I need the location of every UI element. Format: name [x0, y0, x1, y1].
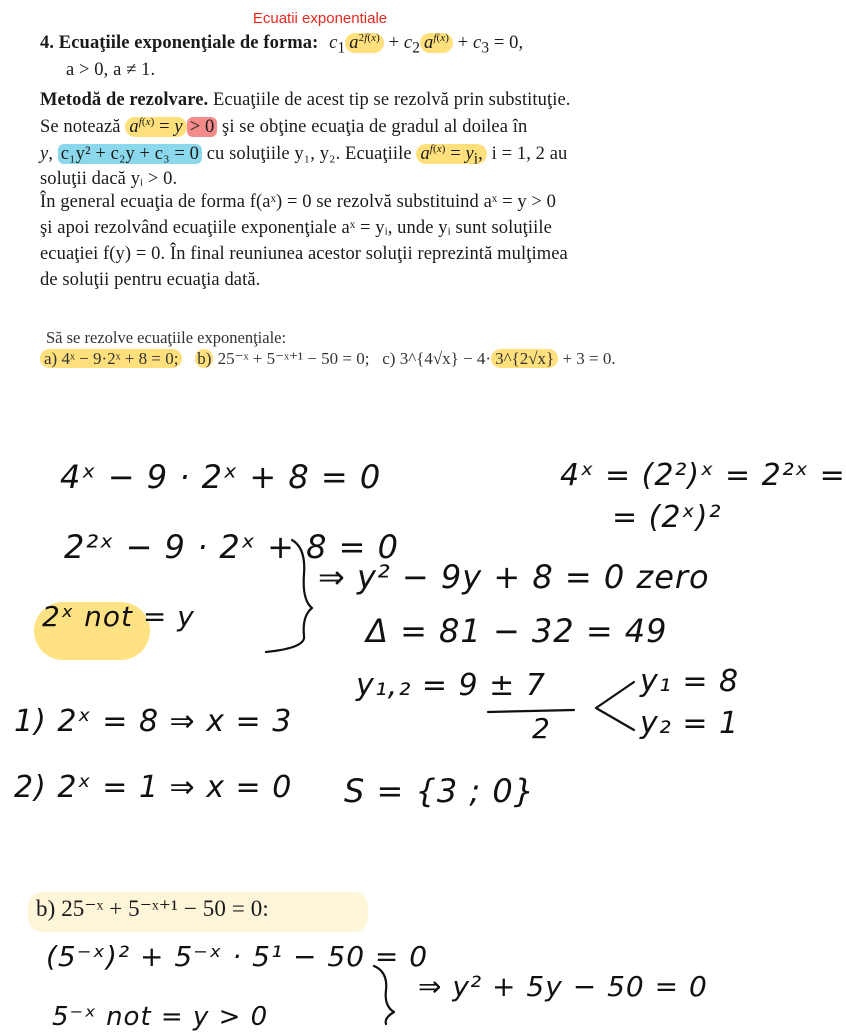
exercise-c: 3^{4√x} − 4· 3^{2√x} + 3 = 0. — [399, 349, 616, 368]
hand-quadratic: ⇒ y² − 9y + 8 = 0 zero — [318, 558, 710, 596]
hand-side-note-2: = (2ˣ)² — [612, 500, 722, 535]
hand-part-b-quadratic: ⇒ y² + 5y − 50 = 0 — [418, 970, 708, 1003]
method-line-4: soluţii dacă yᵢ > 0. — [40, 169, 178, 189]
hand-case-1: 1) 2ˣ = 8 ⇒ x = 3 — [14, 704, 293, 739]
hand-notation: 2ˣ not = y — [42, 600, 195, 633]
hand-delta: Δ = 81 − 32 = 49 — [366, 612, 668, 650]
positive-highlight: > 0 — [187, 117, 218, 137]
page-title: Ecuatii exponentiale — [252, 10, 388, 27]
fraction-bar — [488, 710, 574, 712]
hand-roots: y₁,₂ = 9 ± 7 — [356, 668, 546, 703]
root-equation-highlight: $a^{f(x)} = y_i$, — [416, 144, 486, 164]
hand-solution-set: S = {3 ; 0} — [344, 772, 536, 810]
hand-equation-1: 4ˣ − 9 · 2ˣ + 8 = 0 — [60, 458, 382, 496]
heading-equation: $c_1$ $a^{2f(x)} + c_2$ $a^{f(x)} + c_3 = 0$, — [329, 32, 524, 57]
substitution-highlight: $a^{f(x)} = y$ — [125, 117, 186, 137]
part-b-heading: b) 25⁻ˣ + 5⁻ˣ⁺¹ − 50 = 0: — [36, 896, 269, 921]
theory-heading: 4. Ecuaţiile exponenţiale de forma: $c_1$ $a^{2f(x)} + c_2$ $a^{f(x)} + c_3 = 0$, — [40, 32, 524, 57]
hand-roots-denominator: 2 — [532, 712, 551, 745]
hand-root-y2: y₂ = 1 — [640, 706, 740, 741]
hand-case-2: 2) 2ˣ = 1 ⇒ x = 0 — [14, 770, 293, 805]
method-line-8: de soluţii pentru ecuaţia dată. — [40, 270, 261, 290]
hand-part-b-notation: 5⁻ˣ not = y > 0 — [52, 1002, 269, 1032]
method-line-1: Metodă de rezolvare. Ecuaţiile de acest tip se rezolvă prin substituţie. — [40, 90, 571, 110]
exercise-b-label: b) — [197, 349, 212, 368]
brace-a — [266, 540, 312, 652]
hand-equation-2: 2²ˣ − 9 · 2ˣ + 8 = 0 — [64, 528, 400, 566]
base-condition: a > 0, a ≠ 1. — [66, 60, 156, 80]
hand-part-b-line1: (5⁻ˣ)² + 5⁻ˣ · 5¹ − 50 = 0 — [46, 940, 429, 973]
method-line-5: În general ecuaţia de forma f(aˣ) = 0 se rezolvă substituind aˣ = y > 0 — [40, 192, 557, 212]
exercise-prompt: Să se rezolve ecuaţiile exponenţiale: — [46, 328, 287, 347]
exercise-b: 25⁻ˣ + 5⁻ˣ⁺¹ − 50 = 0; — [217, 349, 370, 368]
exercise-a: a) 4ˣ − 9·2ˣ + 8 = 0; — [40, 349, 182, 368]
hand-side-note-1: 4ˣ = (2²)ˣ = 2²ˣ = — [560, 458, 846, 493]
angle-bracket — [596, 682, 634, 730]
method-line-7: ecuaţiei f(y) = 0. În final reuniunea acestor soluţii reprezintă mulţimea — [40, 244, 568, 264]
exercise-list: a) 4ˣ − 9·2ˣ + 8 = 0; b) 25⁻ˣ + 5⁻ˣ⁺¹ − 50 = 0; c) 3^{4√x} − 4· 3^{2√x} + 3 = 0. — [40, 349, 616, 369]
hand-root-y1: y₁ = 8 — [640, 664, 740, 699]
method-line-2: Se notează $a^{f(x)} = y > 0$ şi se obţine ecuaţia de gradul al doilea în — [40, 116, 528, 138]
method-line-3: y, c₁y² + c₂y + c₃ = 0 cu soluţiile y₁, y₂. Ecuaţiile $a^{f(x)} = y_i$, i = 1, 2 au — [40, 143, 568, 168]
quadratic-highlight: c₁y² + c₂y + c₃ = 0 — [58, 144, 202, 164]
method-line-6: şi apoi rezolvând ecuaţiile exponenţiale aˣ = yᵢ, unde yᵢ sunt soluţiile — [40, 218, 552, 238]
brace-b — [374, 966, 394, 1024]
